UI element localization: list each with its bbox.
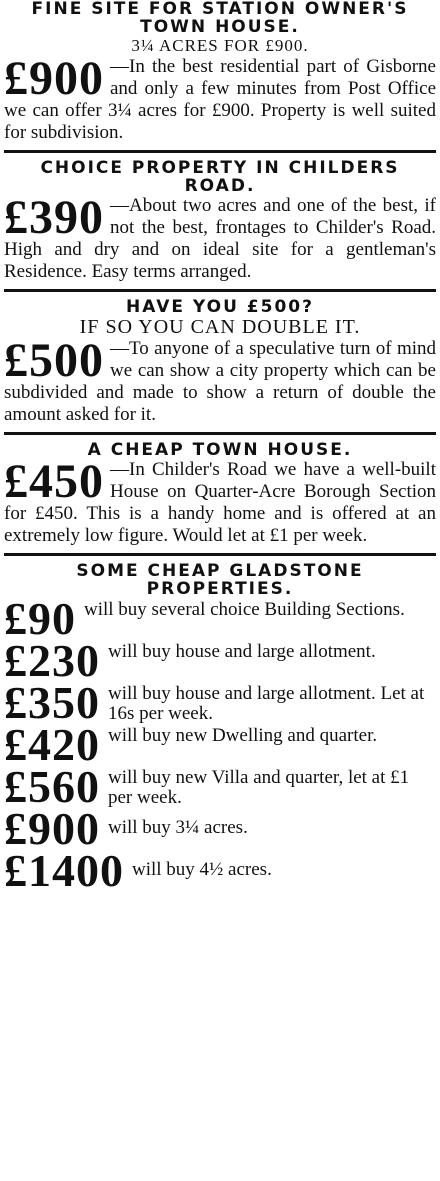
ad-gladstone-properties [4,562,436,892]
ad-body [4,334,436,426]
listing-price: £1400 [4,850,124,892]
ad-body [4,455,436,547]
divider [4,432,436,435]
listing-text: will buy 4½ acres. [132,859,272,880]
listing-item [4,682,436,724]
ad-text: —To anyone of a speculative turn of mind we can show a city property which can be subdivided and made to show a return of double the amount asked for it. [4,338,436,425]
ad-subhead: 3¼ ACRES FOR £900. [131,36,309,55]
listing-text: will buy several choice Building Sections. [84,599,405,620]
listing-text: will buy new Villa and quarter, let at £1 per week. [108,767,410,808]
ad-station-owners-town-house [4,0,436,144]
listing-item [4,724,436,766]
ad-cheap-town-house [4,441,436,547]
listing-text: will buy house and large allotment. [108,641,376,662]
ad-price: £900 [4,52,104,105]
ad-headline: A CHEAP TOWN HOUSE. [87,440,353,460]
ad-subhead: IF SO YOU CAN DOUBLE IT. [79,316,361,338]
listing-price: £350 [4,682,100,724]
listing-text: will buy house and large allotment. Let at 16s per week. [108,683,425,724]
listing-price: £230 [4,640,100,682]
ad-headline: HAVE YOU £500? [126,297,314,317]
ad-text: —In the best residential part of Gisborne and only a few minutes from Post Office we can offer 3¼ acres for £900. Property is well suited for subdivision. [4,56,436,143]
listing-item [4,808,436,850]
ad-headline: SOME CHEAP GLADSTONE PROPERTIES. [76,561,364,599]
listing-item [4,598,436,640]
ad-text: —In Childer's Road we have a well-built House on Quarter-Acre Borough Section for £450. This is a handy home and is offered at an extremely low figure. Would let at £1 per week. [4,459,436,546]
listing-price: £420 [4,724,100,766]
divider [4,289,436,292]
listing-price: £90 [4,598,76,640]
listing-text: will buy 3¼ acres. [108,817,248,838]
ad-price: £500 [4,334,104,387]
listing-item [4,766,436,808]
ad-body [4,191,436,283]
listing-item [4,850,436,892]
ad-body [4,52,436,144]
listing-price: £900 [4,808,100,850]
ad-price: £450 [4,455,104,508]
listing-price: £560 [4,766,100,808]
listing-text: will buy new Dwelling and quarter. [108,725,378,746]
ad-have-you-500 [4,298,436,426]
ad-headline: FINE SITE FOR STATION OWNER'S TOWN HOUSE. [31,0,409,37]
ad-headline: CHOICE PROPERTY IN CHILDERS ROAD. [40,158,400,196]
listing-item [4,640,436,682]
ad-childers-road-property [4,159,436,283]
divider [4,150,436,153]
divider [4,553,436,556]
ad-price: £390 [4,191,104,244]
ad-text: —About two acres and one of the best, if not the best, frontages to Childer's Road. High and dry and on ideal site for a gentleman's Residence. Easy terms arranged. [4,195,436,282]
